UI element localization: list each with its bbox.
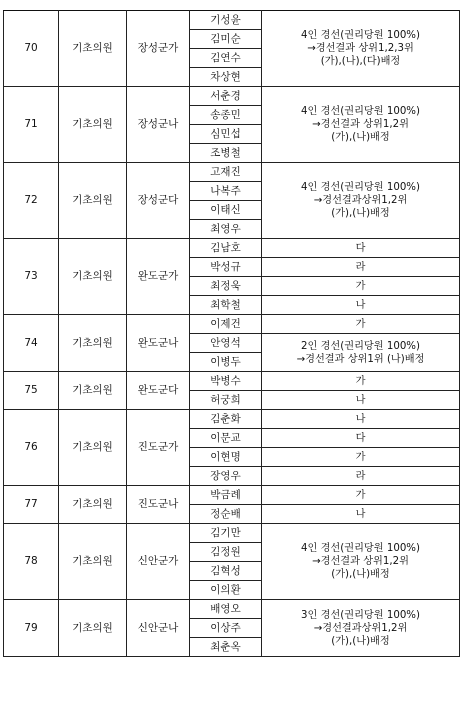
- note-line: →경선결과 상위1위 (나)배정: [296, 353, 425, 365]
- ballot-mark: 가: [262, 277, 460, 296]
- primary-note: [262, 600, 460, 657]
- primary-note: [262, 163, 460, 239]
- ballot-mark: 라: [262, 467, 460, 486]
- candidate-name: 이병두: [190, 353, 262, 372]
- table-row: [4, 372, 460, 391]
- election-type: 기초의원: [59, 410, 127, 486]
- note-line: 4인 경선(권리당원 100%): [301, 543, 420, 554]
- district-name: 장성군다: [127, 163, 190, 239]
- table-row: [4, 486, 460, 505]
- ballot-mark: 가: [262, 448, 460, 467]
- ballot-mark: 나: [262, 296, 460, 315]
- district-name: 장성군가: [127, 11, 190, 87]
- candidate-name: 장영우: [190, 467, 262, 486]
- table-row: [4, 11, 460, 30]
- note-line: (가),(나)배정: [331, 569, 390, 580]
- candidate-name: 이태신: [190, 201, 262, 220]
- candidate-name: 안영석: [190, 334, 262, 353]
- election-type: 기초의원: [59, 486, 127, 524]
- ballot-mark: 라: [262, 258, 460, 277]
- district-name: 신안군가: [127, 524, 190, 600]
- candidate-name: 심민섭: [190, 125, 262, 144]
- row-number: 75: [4, 372, 59, 410]
- ballot-mark: 다: [262, 239, 460, 258]
- table-row: [4, 239, 460, 258]
- note-line: (가),(나)배정: [331, 132, 390, 143]
- election-type: 기초의원: [59, 372, 127, 410]
- primary-note: [262, 334, 460, 372]
- district-name: 완도군다: [127, 372, 190, 410]
- note-line: (가),(나)배정: [331, 208, 390, 219]
- candidate-name: 최정욱: [190, 277, 262, 296]
- row-number: 74: [4, 315, 59, 372]
- candidate-table-container: [3, 10, 459, 657]
- ballot-mark: 가: [262, 486, 460, 505]
- candidate-name: 최학철: [190, 296, 262, 315]
- note-line: →경선결과상위1,2위: [313, 622, 408, 634]
- ballot-mark: 나: [262, 410, 460, 429]
- candidate-name: 기성윤: [190, 11, 262, 30]
- ballot-mark: 가: [262, 315, 460, 334]
- district-name: 완도군가: [127, 239, 190, 315]
- note-line: 3인 경선(권리당원 100%): [301, 609, 420, 621]
- candidate-name: 최영우: [190, 220, 262, 239]
- note-line: →경선결과 상위1,2위: [312, 556, 409, 567]
- primary-note: [262, 11, 460, 87]
- note-line: (가),(나)배정: [331, 635, 390, 647]
- candidate-name: 이현명: [190, 448, 262, 467]
- candidate-name: 이의환: [190, 581, 262, 600]
- note-line: 4인 경선(권리당원 100%): [301, 182, 420, 193]
- candidate-name: 김정원: [190, 543, 262, 562]
- primary-note: [262, 87, 460, 163]
- election-type: 기초의원: [59, 87, 127, 163]
- ballot-mark: 다: [262, 429, 460, 448]
- table-row: [4, 315, 460, 334]
- row-number: 79: [4, 600, 59, 657]
- candidate-name: 김남호: [190, 239, 262, 258]
- table-row: [4, 87, 460, 106]
- candidate-name: 송종민: [190, 106, 262, 125]
- candidate-name: 김기만: [190, 524, 262, 543]
- candidate-name: 박금례: [190, 486, 262, 505]
- candidate-name: 서춘경: [190, 87, 262, 106]
- candidate-name: 최춘옥: [190, 638, 262, 657]
- district-name: 장성군나: [127, 87, 190, 163]
- election-type: 기초의원: [59, 11, 127, 87]
- candidate-name: 김혁성: [190, 562, 262, 581]
- candidate-name: 박성규: [190, 258, 262, 277]
- note-line: 4인 경선(권리당원 100%): [301, 30, 420, 41]
- primary-note: [262, 524, 460, 600]
- candidate-name: 고재진: [190, 163, 262, 182]
- ballot-mark: 나: [262, 505, 460, 524]
- candidate-assignment-table: [3, 10, 460, 657]
- note-line: →경선결과 상위1,2위: [312, 119, 409, 130]
- district-name: 완도군나: [127, 315, 190, 372]
- ballot-mark: 가: [262, 372, 460, 391]
- candidate-name: 정순배: [190, 505, 262, 524]
- election-type: 기초의원: [59, 239, 127, 315]
- table-row: [4, 524, 460, 543]
- candidate-name: 허궁희: [190, 391, 262, 410]
- district-name: 신안군나: [127, 600, 190, 657]
- candidate-name: 김연수: [190, 49, 262, 68]
- candidate-name: 김춘화: [190, 410, 262, 429]
- election-type: 기초의원: [59, 315, 127, 372]
- candidate-name: 배영오: [190, 600, 262, 619]
- candidate-name: 이제건: [190, 315, 262, 334]
- row-number: 72: [4, 163, 59, 239]
- row-number: 77: [4, 486, 59, 524]
- row-number: 73: [4, 239, 59, 315]
- table-row: [4, 410, 460, 429]
- election-type: 기초의원: [59, 524, 127, 600]
- row-number: 76: [4, 410, 59, 486]
- row-number: 70: [4, 11, 59, 87]
- note-line: →경선결과상위1,2위: [313, 195, 408, 206]
- district-name: 진도군나: [127, 486, 190, 524]
- candidate-name: 박병수: [190, 372, 262, 391]
- ballot-mark: 나: [262, 391, 460, 410]
- district-name: 진도군가: [127, 410, 190, 486]
- candidate-name: 이상주: [190, 619, 262, 638]
- candidate-name: 이문교: [190, 429, 262, 448]
- election-type: 기초의원: [59, 600, 127, 657]
- note-line: 2인 경선(권리당원 100%): [301, 340, 420, 352]
- candidate-name: 나복주: [190, 182, 262, 201]
- table-row: [4, 600, 460, 619]
- candidate-name: 김미순: [190, 30, 262, 49]
- note-line: →경선결과 상위1,2,3위: [307, 43, 414, 54]
- candidate-name: 조병철: [190, 144, 262, 163]
- note-line: 4인 경선(권리당원 100%): [301, 106, 420, 117]
- election-type: 기초의원: [59, 163, 127, 239]
- candidate-name: 차상현: [190, 68, 262, 87]
- table-row: [4, 163, 460, 182]
- note-line: (가),(나),(다)배정: [320, 56, 401, 67]
- row-number: 78: [4, 524, 59, 600]
- row-number: 71: [4, 87, 59, 163]
